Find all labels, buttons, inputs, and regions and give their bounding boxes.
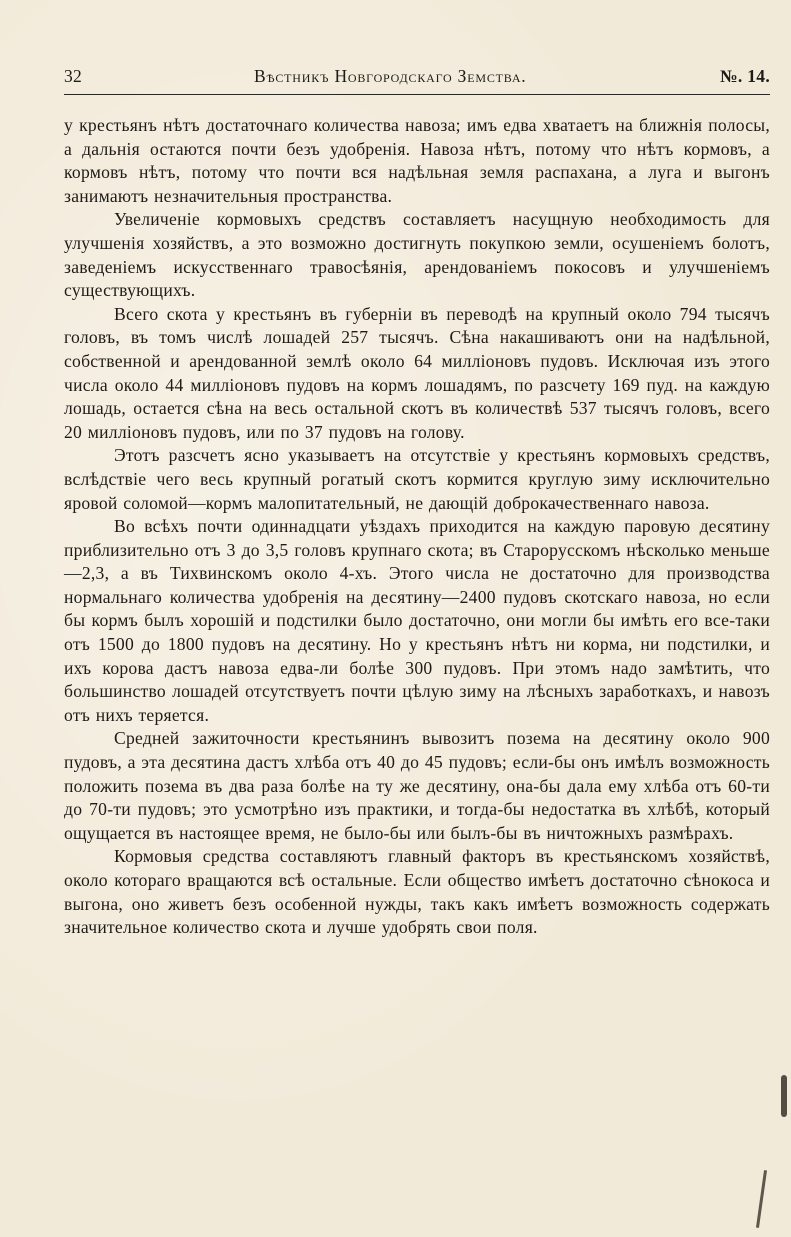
paragraph: Во всѣхъ почти одиннадцати уѣздахъ приходится на каждую паровую десятину приблизительно отъ 3 до 3,5 головъ крупнаго скота; въ Старорусскомъ нѣсколько меньше—2,3, а въ Тихвинскомъ около 4-хъ. Этого числа не достаточно для производства нормальнаго количества удобренія на десятину—2400 пудовъ скотскаго навоза, но если бы кормъ былъ хорошій и подстилки было достаточно, они могли бы имѣть его все-таки отъ 1500 до 1800 пудовъ на десятину. Но у крестьянъ нѣтъ ни корма, ни подстилки, и ихъ корова дастъ навоза едва-ли болѣе 300 пудовъ. При этомъ надо замѣтить, что большинство лошадей отсутствуетъ почти цѣлую зиму на лѣсныхъ заработкахъ, и навозъ отъ нихъ теряется.	[64, 516, 770, 725]
paragraph-continued: у крестьянъ нѣтъ достаточнаго количества навоза; имъ едва хватаетъ на ближнія полосы, а дальнія остаются почти безъ удобренія. Навоза нѣтъ, потому что нѣтъ кормовъ, а кормовъ нѣтъ, потому что почти вся надѣльная земля распахана, а луга и выгонъ занимаютъ незначительныя пространства.	[64, 115, 770, 206]
paragraph: Всего скота у крестьянъ въ губерніи въ переводѣ на крупный около 794 тысячъ головъ, въ томъ числѣ лошадей 257 тысячъ. Сѣна накашиваютъ они на надѣльной, собственной и арендованной землѣ около 64 милліоновъ пудовъ. Исключая изъ этого числа около 44 милліоновъ пудовъ на кормъ лошадямъ, по разсчету 169 пуд. на каждую лошадь, остается сѣна на весь остальной скотъ въ количествѣ 537 тысячъ головъ, всего 20 милліоновъ пудовъ, или по 37 пудовъ на голову.	[64, 303, 770, 442]
page-edge-mark	[781, 1075, 787, 1117]
article-body	[64, 114, 770, 940]
paragraph: Средней зажиточности крестьянинъ вывозитъ позема на десятину около 900 пудовъ, а эта десятина дастъ хлѣба отъ 40 до 45 пудовъ; если-бы онъ имѣлъ возможность положить позема въ два раза болѣе на ту же десятину, она-бы дала ему хлѣба отъ 60-ти до 70-ти пудовъ; это усмотрѣно изъ практики, и тогда-бы недостатка въ хлѣбѣ, который ощущается въ настоящее время, не было-бы или былъ-бы въ ничтожныхъ размѣрахъ.	[64, 728, 770, 843]
paragraph: Этотъ разсчетъ ясно указываетъ на отсутствіе у крестьянъ кормовыхъ средствъ, вслѣдствіе чего весь крупный рогатый скотъ кормится круглую зиму исключительно яровой соломой—кормъ малопитательный, не дающій доброкачественнаго навоза.	[64, 445, 770, 513]
issue-number: №. 14.	[719, 66, 770, 86]
page-edge-mark	[756, 1170, 767, 1228]
header-rule	[64, 94, 770, 95]
journal-title: Вѣстникъ Новгородскаго Земства.	[254, 66, 527, 86]
paragraph: Кормовыя средства составляютъ главный факторъ въ крестьянскомъ хозяйствѣ, около котораго вращаются всѣ остальные. Если общество имѣетъ достаточно сѣнокоса и выгона, оно живетъ безъ особенной нужды, такъ какъ имѣетъ возможность содержать значительное количество скота и лучше удобрять свои поля.	[64, 846, 770, 938]
paragraph: Увеличеніе кормовыхъ средствъ составляетъ насущную необходимость для улучшенія хозяйствъ, а это возможно достигнуть покупкою земли, осушеніемъ болотъ, заведеніемъ искусственнаго травосѣянія, арендованіемъ покосовъ и улучшеніемъ существующихъ.	[64, 209, 770, 301]
running-head	[64, 66, 770, 92]
page-number: 32	[64, 66, 83, 86]
